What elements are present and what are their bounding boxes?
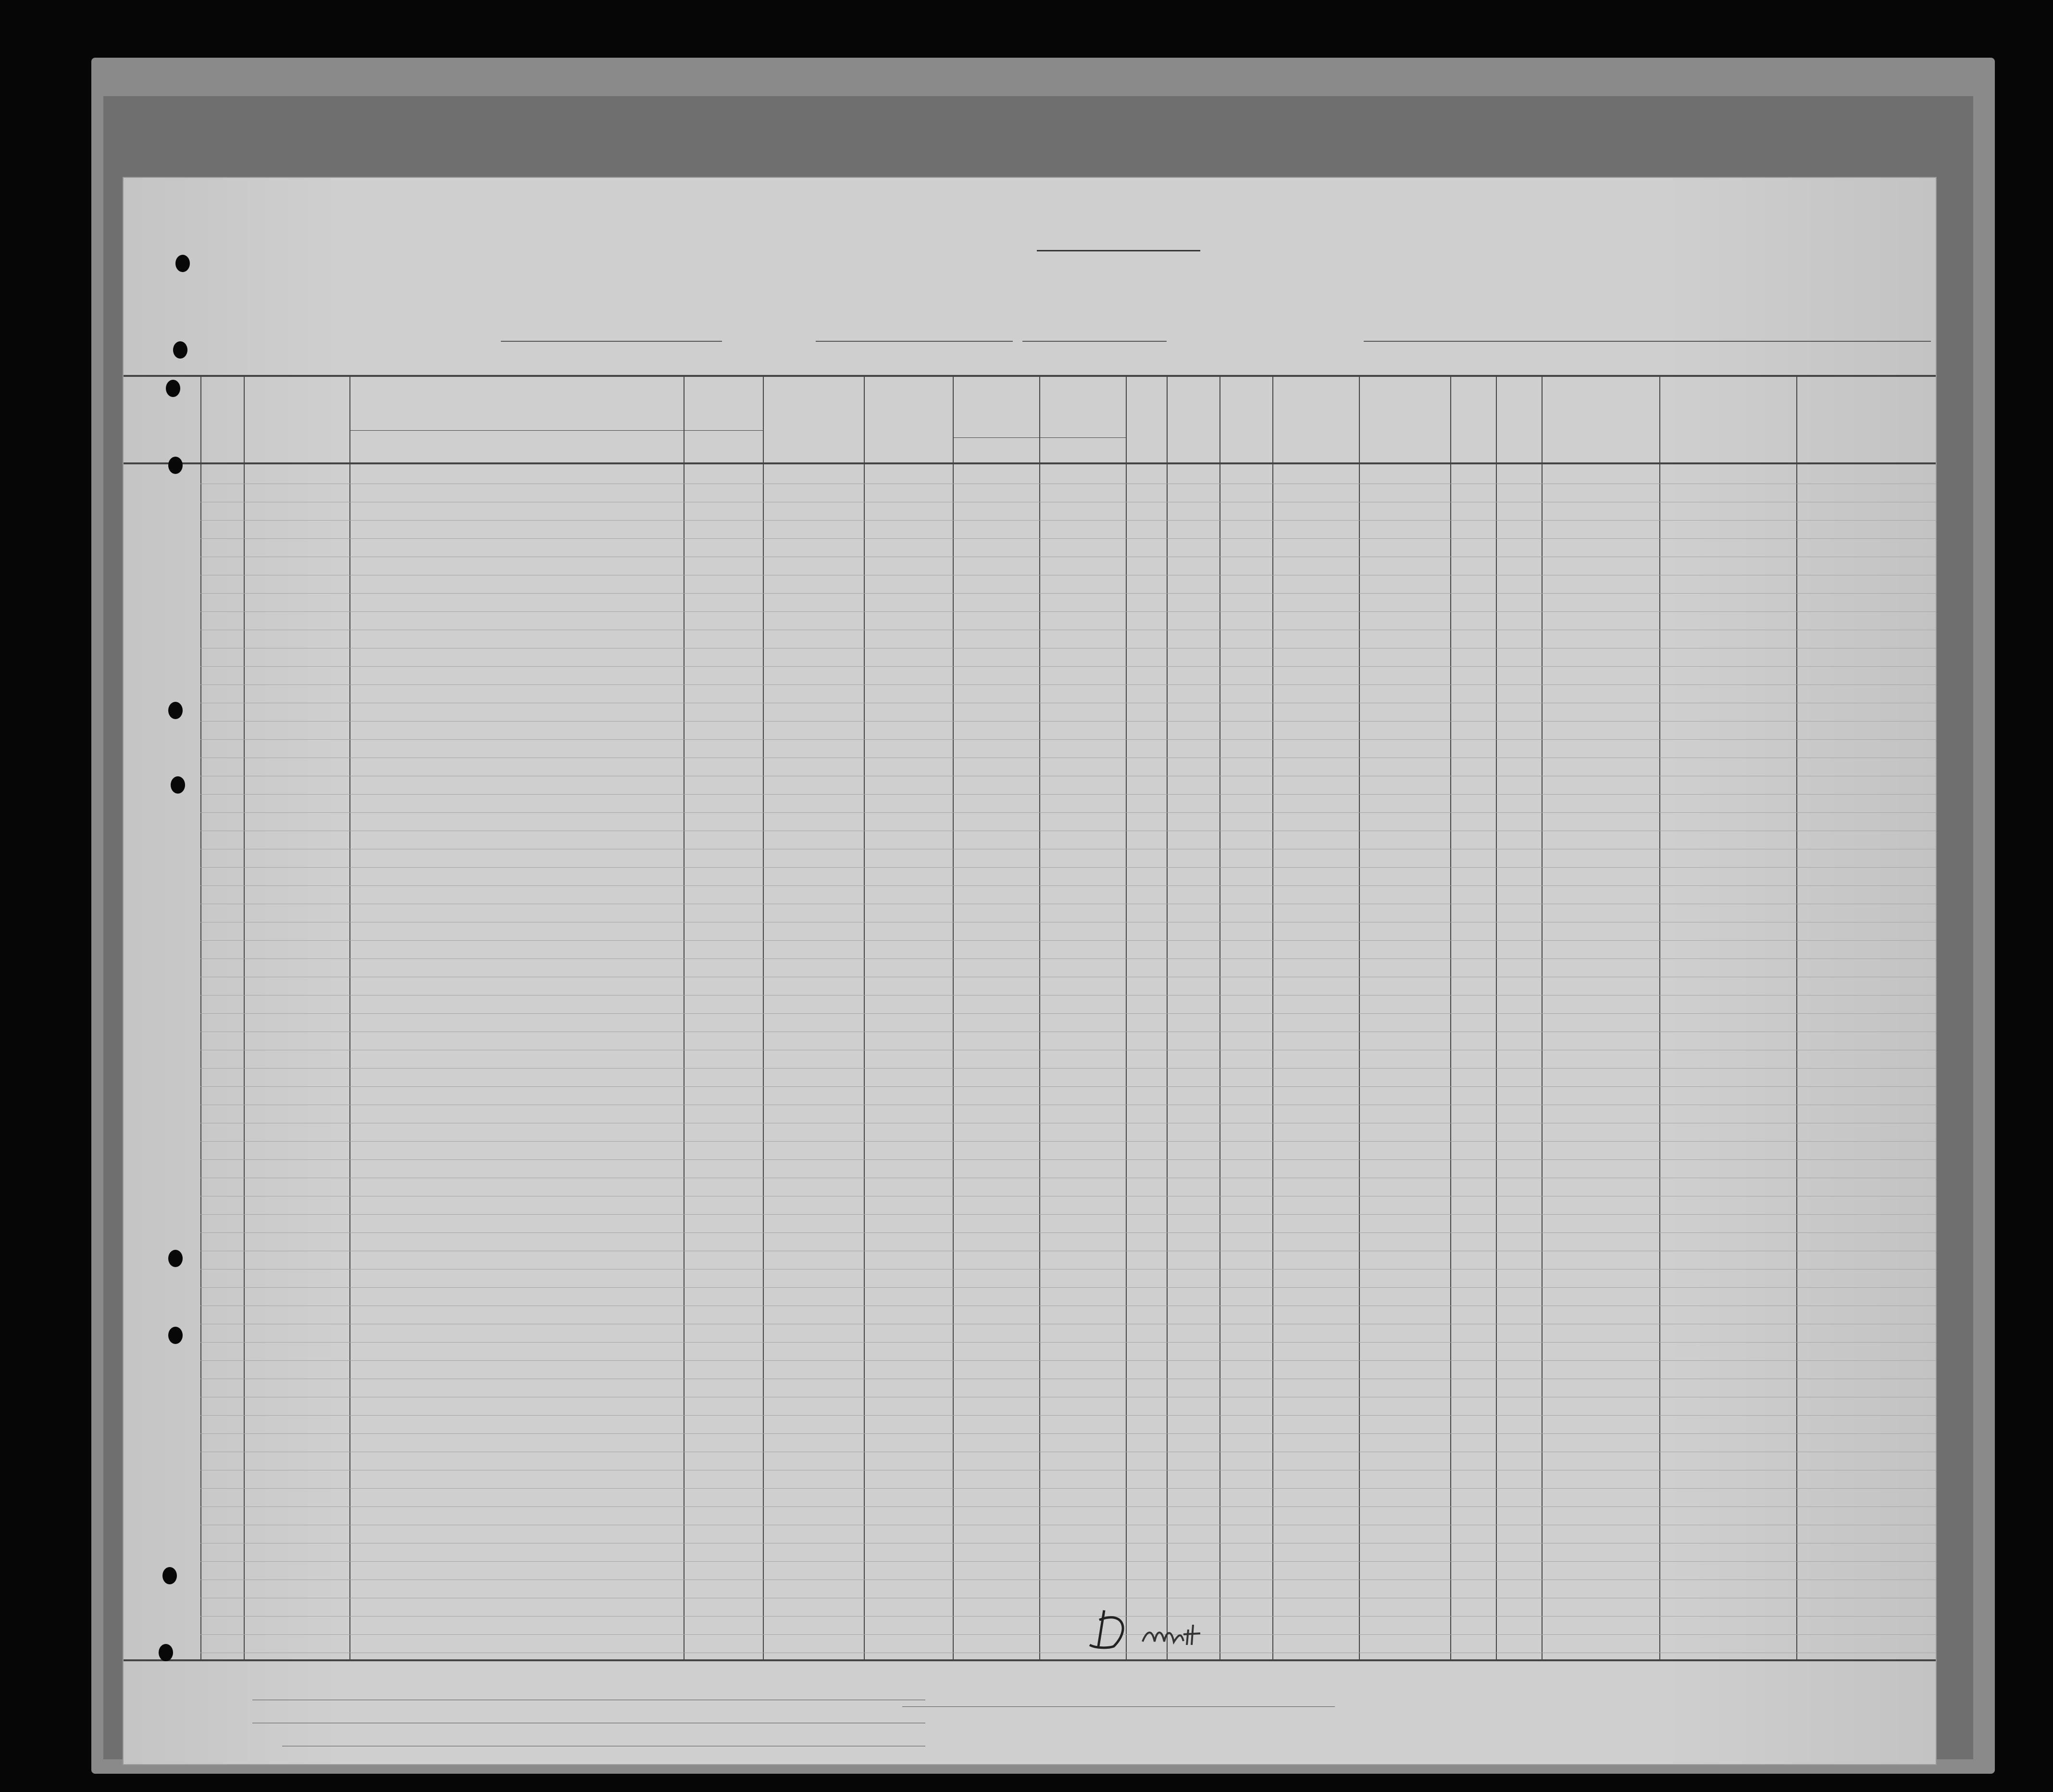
ruled-line — [200, 1141, 1936, 1142]
ruled-line — [200, 739, 1936, 740]
column-rule — [1542, 377, 1543, 1659]
ruled-line — [200, 1068, 1936, 1069]
punch-hole — [173, 341, 187, 359]
column-rule — [1126, 377, 1127, 1659]
column-rule — [200, 377, 201, 1659]
ruled-line — [200, 940, 1936, 941]
column-rule — [1450, 377, 1451, 1659]
header-bottom-rule — [124, 462, 1936, 464]
ruled-line — [200, 1086, 1936, 1087]
table-bottom-rule — [124, 1659, 1936, 1661]
ruled-line — [200, 1232, 1936, 1233]
manifest-page — [123, 177, 1937, 1765]
ruled-line — [200, 666, 1936, 667]
ruled-line — [200, 1488, 1936, 1489]
ruled-line — [200, 1214, 1936, 1215]
ruled-line — [200, 1433, 1936, 1434]
column-rule — [1659, 377, 1660, 1659]
punch-hole — [168, 457, 183, 474]
column-rule — [1796, 377, 1797, 1659]
ruled-line — [200, 1634, 1936, 1635]
ruled-line — [200, 593, 1936, 594]
ruled-line — [200, 812, 1936, 813]
punch-hole — [162, 1567, 177, 1584]
ruled-line — [200, 885, 1936, 886]
column-rule — [953, 377, 954, 1659]
manifest-table — [124, 178, 1936, 1764]
column-rule — [1359, 377, 1360, 1659]
punch-hole — [171, 776, 185, 794]
column-rule — [1167, 377, 1168, 1659]
ruled-line — [200, 794, 1936, 795]
punch-hole — [168, 1250, 183, 1267]
inspector-signature-rule — [902, 1706, 1335, 1707]
ruled-line — [200, 721, 1936, 722]
punch-hole — [159, 1644, 173, 1661]
ruled-line — [200, 1616, 1936, 1617]
punch-hole — [168, 702, 183, 719]
ruled-line — [200, 995, 1936, 996]
ruled-line — [200, 1415, 1936, 1416]
column-rule — [1219, 377, 1220, 1659]
inspector-signature — [1085, 1601, 1287, 1654]
punch-hole — [175, 255, 190, 272]
ruled-line — [200, 684, 1936, 685]
ruled-line — [200, 538, 1936, 539]
ruled-line — [200, 1342, 1936, 1343]
ruled-line — [200, 1506, 1936, 1507]
column-rule — [244, 377, 245, 1659]
ruled-line — [200, 867, 1936, 868]
subheader-rule — [349, 430, 763, 431]
ruled-line — [200, 1159, 1936, 1160]
ruled-line — [200, 1561, 1936, 1562]
punch-hole — [168, 1327, 183, 1344]
ruled-line — [200, 611, 1936, 612]
column-rule — [1272, 377, 1273, 1659]
ruled-line — [200, 1360, 1936, 1361]
punch-hole — [166, 380, 180, 397]
column-rule — [1496, 377, 1497, 1659]
column-rule — [349, 377, 350, 1659]
column-rule — [864, 377, 865, 1659]
subheader-rule — [953, 437, 1126, 438]
table-top-rule — [124, 375, 1936, 377]
column-rule — [763, 377, 764, 1659]
ruled-line — [200, 958, 1936, 959]
ruled-line — [200, 520, 1936, 521]
ruled-line — [200, 1287, 1936, 1288]
subcolumn-rule — [1039, 447, 1040, 1659]
ruled-line — [200, 1013, 1936, 1014]
